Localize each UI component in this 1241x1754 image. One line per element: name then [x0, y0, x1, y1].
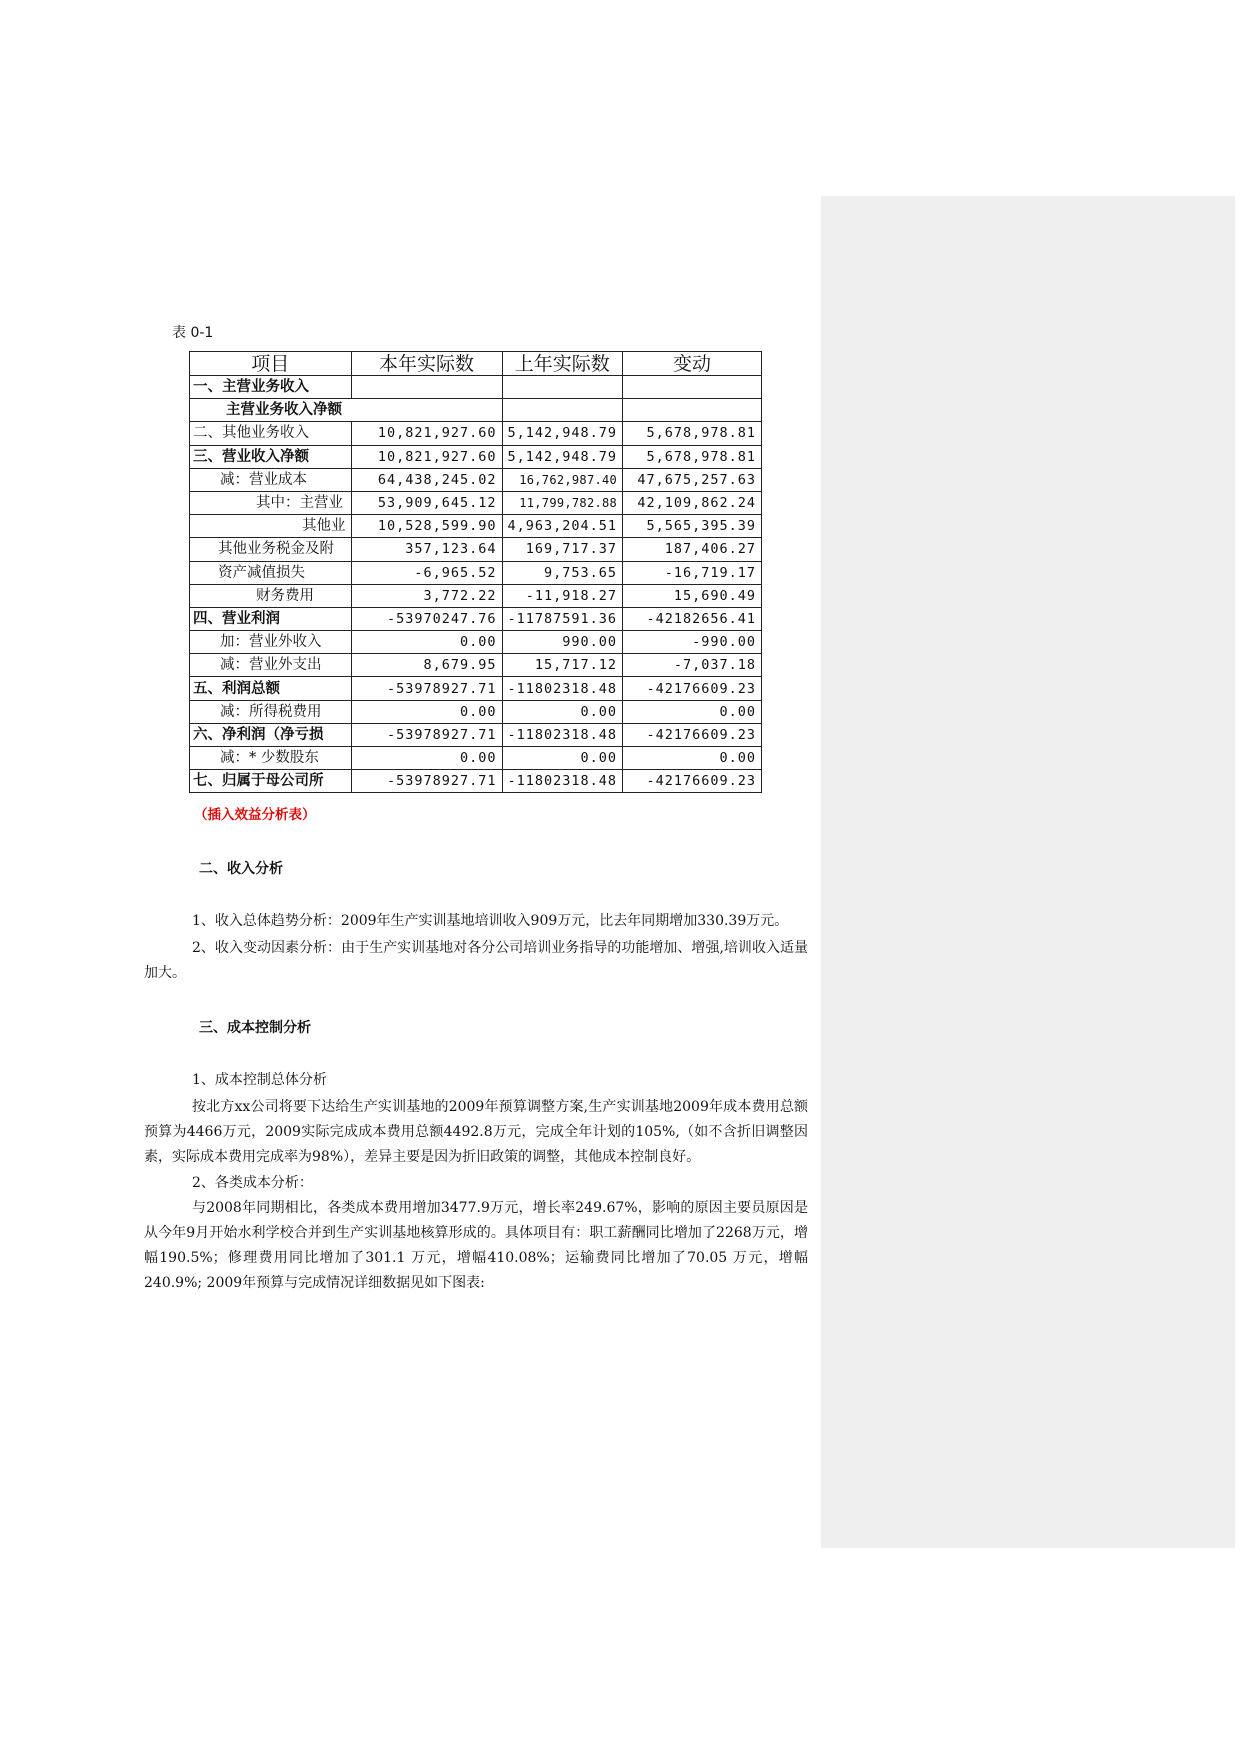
table-row: [190, 584, 762, 607]
row-label: 其他业: [190, 515, 352, 538]
cell-previous: [502, 399, 623, 422]
row-label: 其他业务税金及附: [190, 538, 352, 561]
cell-previous: 169,717.37: [502, 538, 623, 561]
cell-current: -53978927.71: [351, 677, 502, 700]
cell-change: 187,406.27: [623, 538, 762, 561]
table-row: [190, 376, 762, 399]
section-heading-cost: 三、成本控制分析: [199, 1020, 311, 1036]
table-row: [190, 422, 762, 445]
table-caption: 表 0-1: [172, 325, 214, 341]
cell-previous: 0.00: [502, 700, 623, 723]
cell-previous: 990.00: [502, 631, 623, 654]
paragraph: 与2008年同期相比，各类成本费用增加3477.9万元，增长率249.67%，影响的原因主要员原因是从今年9月开始水利学校合并到生产实训基地核算形成的。具体项目有：职工薪酬同比增加了2268万元，增幅190.5%；修理费用同比增加了301.1 万元，增幅410.08%；运输费同比增加了70.05 万元，增幅240.9%; 2009年预算与完成情况详细数据见如下图表:: [144, 1200, 808, 1291]
row-label: 五、利润总额: [190, 677, 352, 700]
cell-change: 42,109,862.24: [623, 491, 762, 514]
paragraph: 1、收入总体趋势分析：2009年生产实训基地培训收入909万元，比去年同期增加330.39万元。: [192, 913, 789, 929]
paragraph: 2、收入变动因素分析：由于生产实训基地对各分公司培训业务指导的功能增加、增强,培训收入适量加大。: [144, 940, 808, 981]
row-label: 减：营业成本: [190, 468, 352, 491]
cell-change: 47,675,257.63: [623, 468, 762, 491]
cell-previous: 5,142,948.79: [502, 422, 623, 445]
cell-current: -53978927.71: [351, 770, 502, 793]
table-row: [190, 654, 762, 677]
paragraph: 1、成本控制总体分析: [192, 1072, 327, 1088]
cell-change: -42176609.23: [623, 770, 762, 793]
cell-change: 0.00: [623, 747, 762, 770]
row-label: 一、主营业务收入: [190, 376, 352, 399]
row-label: 财务费用: [190, 584, 352, 607]
cell-current: -53978927.71: [351, 723, 502, 746]
cell-previous: 15,717.12: [502, 654, 623, 677]
table-row: [190, 468, 762, 491]
row-label: 减：* 少数股东: [190, 747, 352, 770]
cell-change: -16,719.17: [623, 561, 762, 584]
cell-previous: 11,799,782.88: [502, 491, 623, 514]
table-row: [190, 677, 762, 700]
cell-current: 0.00: [351, 631, 502, 654]
cell-change: 0.00: [623, 700, 762, 723]
row-label: 其中：主营业: [190, 491, 352, 514]
cell-current: 10,528,599.90: [351, 515, 502, 538]
cell-current: 0.00: [351, 700, 502, 723]
cell-previous: 0.00: [502, 747, 623, 770]
row-label: 主营业务收入净额: [190, 399, 352, 422]
cell-previous: -11802318.48: [502, 770, 623, 793]
cell-current: 10,821,927.60: [351, 445, 502, 468]
row-label: 减：所得税费用: [190, 700, 352, 723]
header-change: 变动: [623, 352, 762, 376]
table-row: [190, 399, 762, 422]
row-label: 七、归属于母公司所: [190, 770, 352, 793]
table-row: [190, 445, 762, 468]
header-item: 项目: [190, 352, 352, 376]
header-current-year: 本年实际数: [351, 352, 502, 376]
table-row: [190, 491, 762, 514]
table-row: [190, 631, 762, 654]
table-row: [190, 700, 762, 723]
cell-change: 15,690.49: [623, 584, 762, 607]
cell-change: -42182656.41: [623, 607, 762, 630]
cell-change: [623, 399, 762, 422]
cell-change: -7,037.18: [623, 654, 762, 677]
cell-current: [351, 399, 502, 422]
cell-current: -53970247.76: [351, 607, 502, 630]
row-label: 资产减值损失: [190, 561, 352, 584]
cell-change: 5,565,395.39: [623, 515, 762, 538]
comment-pane: [821, 196, 1235, 1548]
cell-change: [623, 376, 762, 399]
cell-current: -6,965.52: [351, 561, 502, 584]
cell-previous: 4,963,204.51: [502, 515, 623, 538]
cell-change: -42176609.23: [623, 723, 762, 746]
table-row: [190, 515, 762, 538]
insert-table-note: （插入效益分析表）: [194, 807, 316, 823]
table-row: [190, 747, 762, 770]
table-row: [190, 561, 762, 584]
cell-previous: 5,142,948.79: [502, 445, 623, 468]
table-row: [190, 538, 762, 561]
cell-previous: -11,918.27: [502, 584, 623, 607]
cell-change: 5,678,978.81: [623, 422, 762, 445]
table-row: [190, 770, 762, 793]
cell-current: 0.00: [351, 747, 502, 770]
table-row: [190, 607, 762, 630]
cell-current: 10,821,927.60: [351, 422, 502, 445]
cell-current: 8,679.95: [351, 654, 502, 677]
row-label: 四、营业利润: [190, 607, 352, 630]
cell-change: 5,678,978.81: [623, 445, 762, 468]
row-label: 六、净利润（净亏损: [190, 723, 352, 746]
paragraph: 2、各类成本分析：: [192, 1175, 313, 1191]
table-row: [190, 723, 762, 746]
cell-previous: -11802318.48: [502, 723, 623, 746]
header-previous-year: 上年实际数: [502, 352, 623, 376]
cell-previous: -11802318.48: [502, 677, 623, 700]
section-heading-income: 二、收入分析: [199, 861, 283, 877]
cell-previous: 16,762,987.40: [502, 468, 623, 491]
cell-current: [351, 376, 502, 399]
row-label: 加：营业外收入: [190, 631, 352, 654]
paragraph: 按北方xx公司将要下达给生产实训基地的2009年预算调整方案,生产实训基地2009年成本费用总额预算为4466万元，2009实际完成成本费用总额4492.8万元，完成全年计划的105%,（如不含折旧调整因素，实际成本费用完成率为98%），差异主要是因为折旧政策的调整，其他成本控制良好。: [144, 1099, 808, 1165]
cell-change: -42176609.23: [623, 677, 762, 700]
cell-change: -990.00: [623, 631, 762, 654]
row-label: 三、营业收入净额: [190, 445, 352, 468]
table-header-row: [190, 352, 762, 376]
cell-current: 3,772.22: [351, 584, 502, 607]
cell-previous: -11787591.36: [502, 607, 623, 630]
cell-current: 357,123.64: [351, 538, 502, 561]
cell-current: 53,909,645.12: [351, 491, 502, 514]
cell-current: 64,438,245.02: [351, 468, 502, 491]
row-label: 减：营业外支出: [190, 654, 352, 677]
cell-previous: [502, 376, 623, 399]
cell-previous: 9,753.65: [502, 561, 623, 584]
row-label: 二、其他业务收入: [190, 422, 352, 445]
financial-table: [189, 351, 762, 793]
